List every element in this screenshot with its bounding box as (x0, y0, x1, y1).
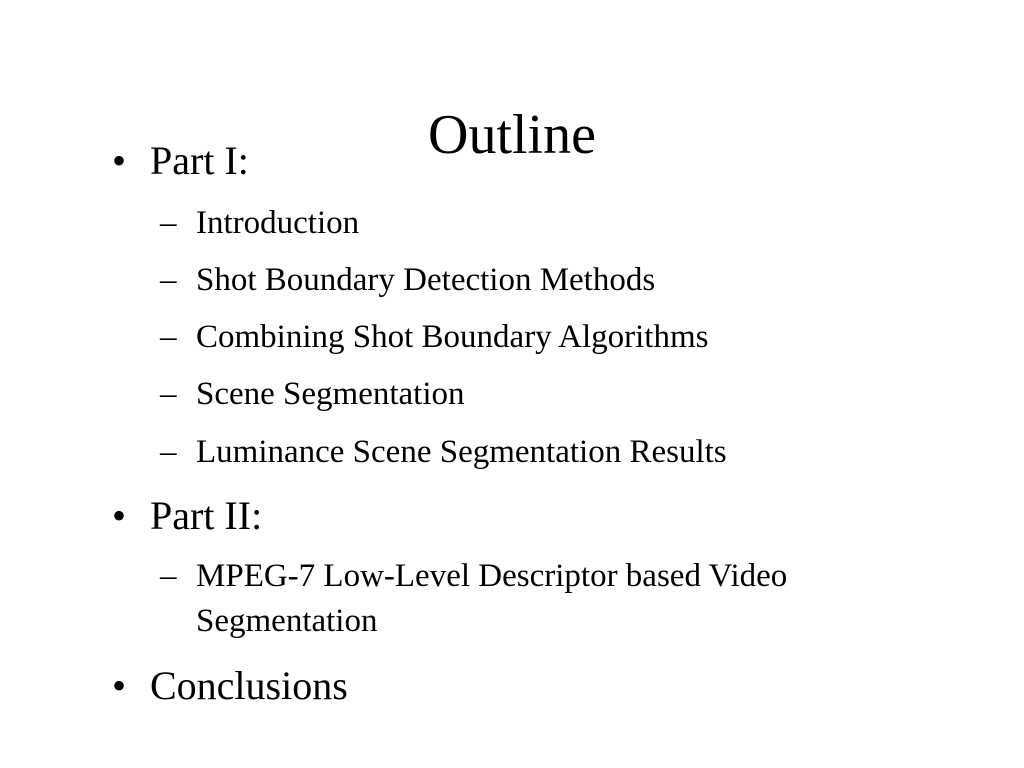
sub-bullet-symbol: – (160, 262, 177, 298)
sub-bullet-introduction (160, 201, 359, 246)
bullet-label-conclusions: Conclusions (150, 663, 348, 708)
sub-bullet-shot-boundary-detection (160, 258, 655, 303)
sub-bullet-luminance-results (160, 430, 727, 475)
sub-bullet-combining-algorithms (160, 315, 708, 360)
sub-bullet-text: Introduction (196, 205, 360, 241)
sub-bullet-text: Shot Boundary Detection Methods (196, 262, 656, 298)
sub-bullet-text-line-1: MPEG-7 Low-Level Descriptor based Video (196, 558, 788, 594)
sub-bullet-text: Combining Shot Boundary Algorithms (196, 319, 709, 355)
bullet-conclusions (112, 663, 348, 709)
sub-bullet-symbol: – (160, 376, 177, 412)
slide-title: Outline (428, 104, 596, 166)
sub-bullet-text: Scene Segmentation (196, 376, 465, 412)
sub-bullet-text: Luminance Scene Segmentation Results (196, 434, 727, 470)
sub-bullet-symbol: – (160, 558, 177, 594)
sub-bullet-symbol: – (160, 434, 177, 470)
sub-bullet-symbol: – (160, 319, 177, 355)
bullet-label-part-1: Part I: (150, 138, 249, 183)
bullet-symbol: • (112, 493, 127, 538)
bullet-symbol: • (112, 138, 127, 183)
bullet-part-2 (112, 493, 262, 539)
sub-bullet-symbol: – (160, 205, 177, 241)
sub-bullet-mpeg7-segmentation (160, 554, 787, 644)
bullet-part-1 (112, 138, 249, 184)
bullet-label-part-2: Part II: (150, 493, 263, 538)
bullet-symbol: • (112, 663, 127, 708)
sub-bullet-text-line-2: Segmentation (196, 603, 378, 639)
sub-bullet-scene-segmentation (160, 372, 465, 417)
